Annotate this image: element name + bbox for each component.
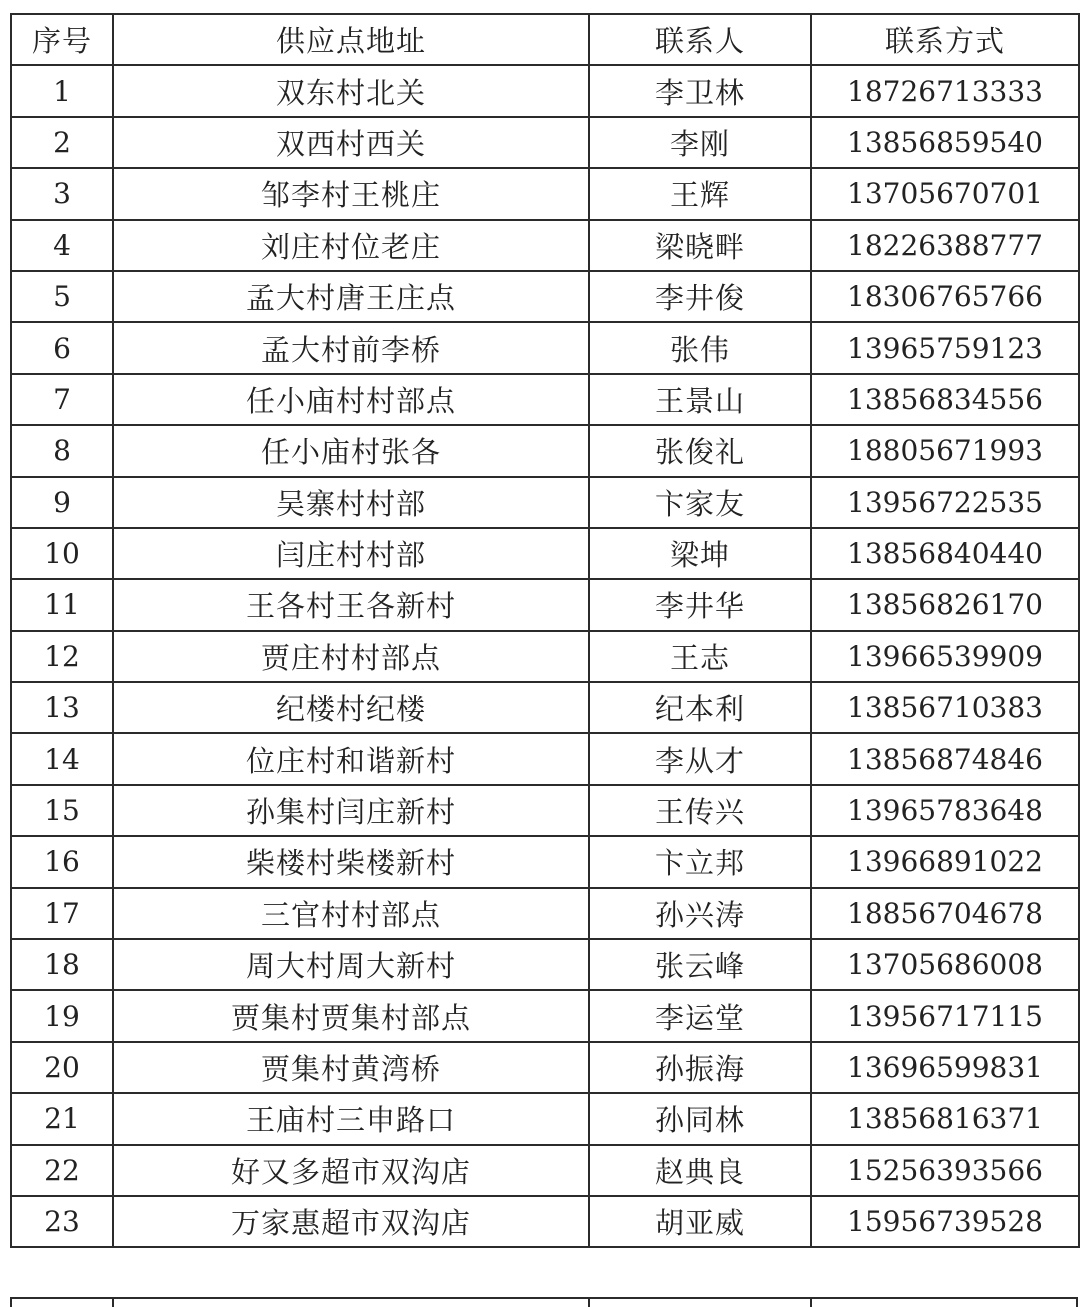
cell-contact-person: 王志 (589, 631, 811, 682)
cell-contact-person: 李井俊 (589, 271, 811, 322)
cell-contact-person: 张伟 (589, 322, 811, 373)
header-row (11, 14, 1079, 65)
header-address: 供应点地址 (113, 14, 589, 65)
cell-address: 刘庄村位老庄 (113, 220, 589, 271)
cell-address: 贾集村黄湾桥 (113, 1042, 589, 1093)
cell-contact-phone: 13956722535 (811, 477, 1079, 528)
cell-index: 17 (11, 888, 113, 939)
table-row (11, 1093, 1079, 1144)
table-row (11, 990, 1079, 1041)
cell-address: 双东村北关 (113, 65, 589, 116)
cell-index: 2 (11, 117, 113, 168)
cell-contact-phone: 13856710383 (811, 682, 1079, 733)
cell-contact-person: 赵典良 (589, 1145, 811, 1196)
cell-index: 3 (11, 168, 113, 219)
cell-index: 14 (11, 733, 113, 784)
cell-index: 12 (11, 631, 113, 682)
cell-contact-phone: 13856859540 (811, 117, 1079, 168)
cell-address: 闫庄村村部 (113, 528, 589, 579)
cell-contact-phone: 18306765766 (811, 271, 1079, 322)
cell-contact-phone: 13966891022 (811, 836, 1079, 887)
cell-index: 9 (11, 477, 113, 528)
cell-contact-phone: 13965783648 (811, 785, 1079, 836)
table-row (11, 631, 1079, 682)
supply-point-table (10, 13, 1080, 1248)
cell-address: 任小庙村村部点 (113, 374, 589, 425)
cell-contact-phone: 13965759123 (811, 322, 1079, 373)
cell-index: 15 (11, 785, 113, 836)
cell-contact-phone: 13966539909 (811, 631, 1079, 682)
cell-contact-person: 孙振海 (589, 1042, 811, 1093)
table-row (11, 1042, 1079, 1093)
cell-contact-person: 纪本利 (589, 682, 811, 733)
table-row (11, 939, 1079, 990)
cell-contact-person: 李从才 (589, 733, 811, 784)
cell-address: 孟大村唐王庄点 (113, 271, 589, 322)
table-row (11, 1196, 1079, 1247)
cell-index: 6 (11, 322, 113, 373)
cell-address: 孙集村闫庄新村 (113, 785, 589, 836)
cell-address: 王庙村三申路口 (113, 1093, 589, 1144)
cell-address: 三官村村部点 (113, 888, 589, 939)
cell-address: 周大村周大新村 (113, 939, 589, 990)
cell-index: 13 (11, 682, 113, 733)
table-row (11, 477, 1079, 528)
cell-contact-person: 李井华 (589, 579, 811, 630)
table-row (11, 836, 1079, 887)
cell-address: 柴楼村柴楼新村 (113, 836, 589, 887)
cell-contact-phone: 18856704678 (811, 888, 1079, 939)
cell-contact-person: 胡亚威 (589, 1196, 811, 1247)
table-row (11, 425, 1079, 476)
header-index: 序号 (11, 14, 113, 65)
cell-contact-phone: 15956739528 (811, 1196, 1079, 1247)
cell-address: 任小庙村张各 (113, 425, 589, 476)
cell-address: 孟大村前李桥 (113, 322, 589, 373)
cell-index: 8 (11, 425, 113, 476)
cell-index: 4 (11, 220, 113, 271)
cell-contact-phone: 13856874846 (811, 733, 1079, 784)
cell-index: 16 (11, 836, 113, 887)
cell-index: 11 (11, 579, 113, 630)
cell-index: 20 (11, 1042, 113, 1093)
table-row (11, 117, 1079, 168)
cell-contact-person: 王景山 (589, 374, 811, 425)
cell-contact-phone: 18726713333 (811, 65, 1079, 116)
table-row (11, 682, 1079, 733)
cell-contact-phone: 15256393566 (811, 1145, 1079, 1196)
cell-contact-person: 张俊礼 (589, 425, 811, 476)
cell-index: 7 (11, 374, 113, 425)
cell-address: 吴寨村村部 (113, 477, 589, 528)
cell-contact-phone: 13856840440 (811, 528, 1079, 579)
cell-index: 5 (11, 271, 113, 322)
cell-contact-phone: 13705686008 (811, 939, 1079, 990)
cell-index: 22 (11, 1145, 113, 1196)
table-row (11, 322, 1079, 373)
header-contact-person: 联系人 (589, 14, 811, 65)
cell-address: 双西村西关 (113, 117, 589, 168)
cell-index: 18 (11, 939, 113, 990)
cell-address: 贾庄村村部点 (113, 631, 589, 682)
cell-contact-person: 张云峰 (589, 939, 811, 990)
cell-contact-phone: 13856826170 (811, 579, 1079, 630)
table-row (11, 271, 1079, 322)
cell-contact-person: 李运堂 (589, 990, 811, 1041)
cell-contact-phone: 13856834556 (811, 374, 1079, 425)
cell-contact-person: 李卫林 (589, 65, 811, 116)
table-row (11, 579, 1079, 630)
cell-index: 1 (11, 65, 113, 116)
cell-index: 23 (11, 1196, 113, 1247)
cell-contact-person: 梁晓畔 (589, 220, 811, 271)
cell-address: 贾集村贾集村部点 (113, 990, 589, 1041)
cell-address: 位庄村和谐新村 (113, 733, 589, 784)
cell-contact-person: 卞立邦 (589, 836, 811, 887)
cell-contact-person: 梁坤 (589, 528, 811, 579)
cell-address: 邹李村王桃庄 (113, 168, 589, 219)
cell-contact-phone: 13856816371 (811, 1093, 1079, 1144)
table-row (11, 785, 1079, 836)
cell-contact-phone: 13705670701 (811, 168, 1079, 219)
cell-contact-phone: 18226388777 (811, 220, 1079, 271)
next-row-edge (10, 1297, 1078, 1307)
cell-contact-phone: 13696599831 (811, 1042, 1079, 1093)
table-row (11, 168, 1079, 219)
cell-contact-person: 孙同林 (589, 1093, 811, 1144)
cell-address: 万家惠超市双沟店 (113, 1196, 589, 1247)
cell-contact-person: 李刚 (589, 117, 811, 168)
cell-address: 好又多超市双沟店 (113, 1145, 589, 1196)
cell-contact-person: 王辉 (589, 168, 811, 219)
cell-index: 10 (11, 528, 113, 579)
cell-index: 19 (11, 990, 113, 1041)
cell-contact-phone: 13956717115 (811, 990, 1079, 1041)
cell-contact-phone: 18805671993 (811, 425, 1079, 476)
table-row (11, 220, 1079, 271)
cell-contact-person: 王传兴 (589, 785, 811, 836)
cell-address: 王各村王各新村 (113, 579, 589, 630)
cell-contact-person: 卞家友 (589, 477, 811, 528)
cell-address: 纪楼村纪楼 (113, 682, 589, 733)
header-contact-phone: 联系方式 (811, 14, 1079, 65)
cell-index: 21 (11, 1093, 113, 1144)
table-row (11, 888, 1079, 939)
table-row (11, 374, 1079, 425)
table-row (11, 1145, 1079, 1196)
table-row (11, 733, 1079, 784)
cell-contact-person: 孙兴涛 (589, 888, 811, 939)
table-row (11, 65, 1079, 116)
table-row (11, 528, 1079, 579)
